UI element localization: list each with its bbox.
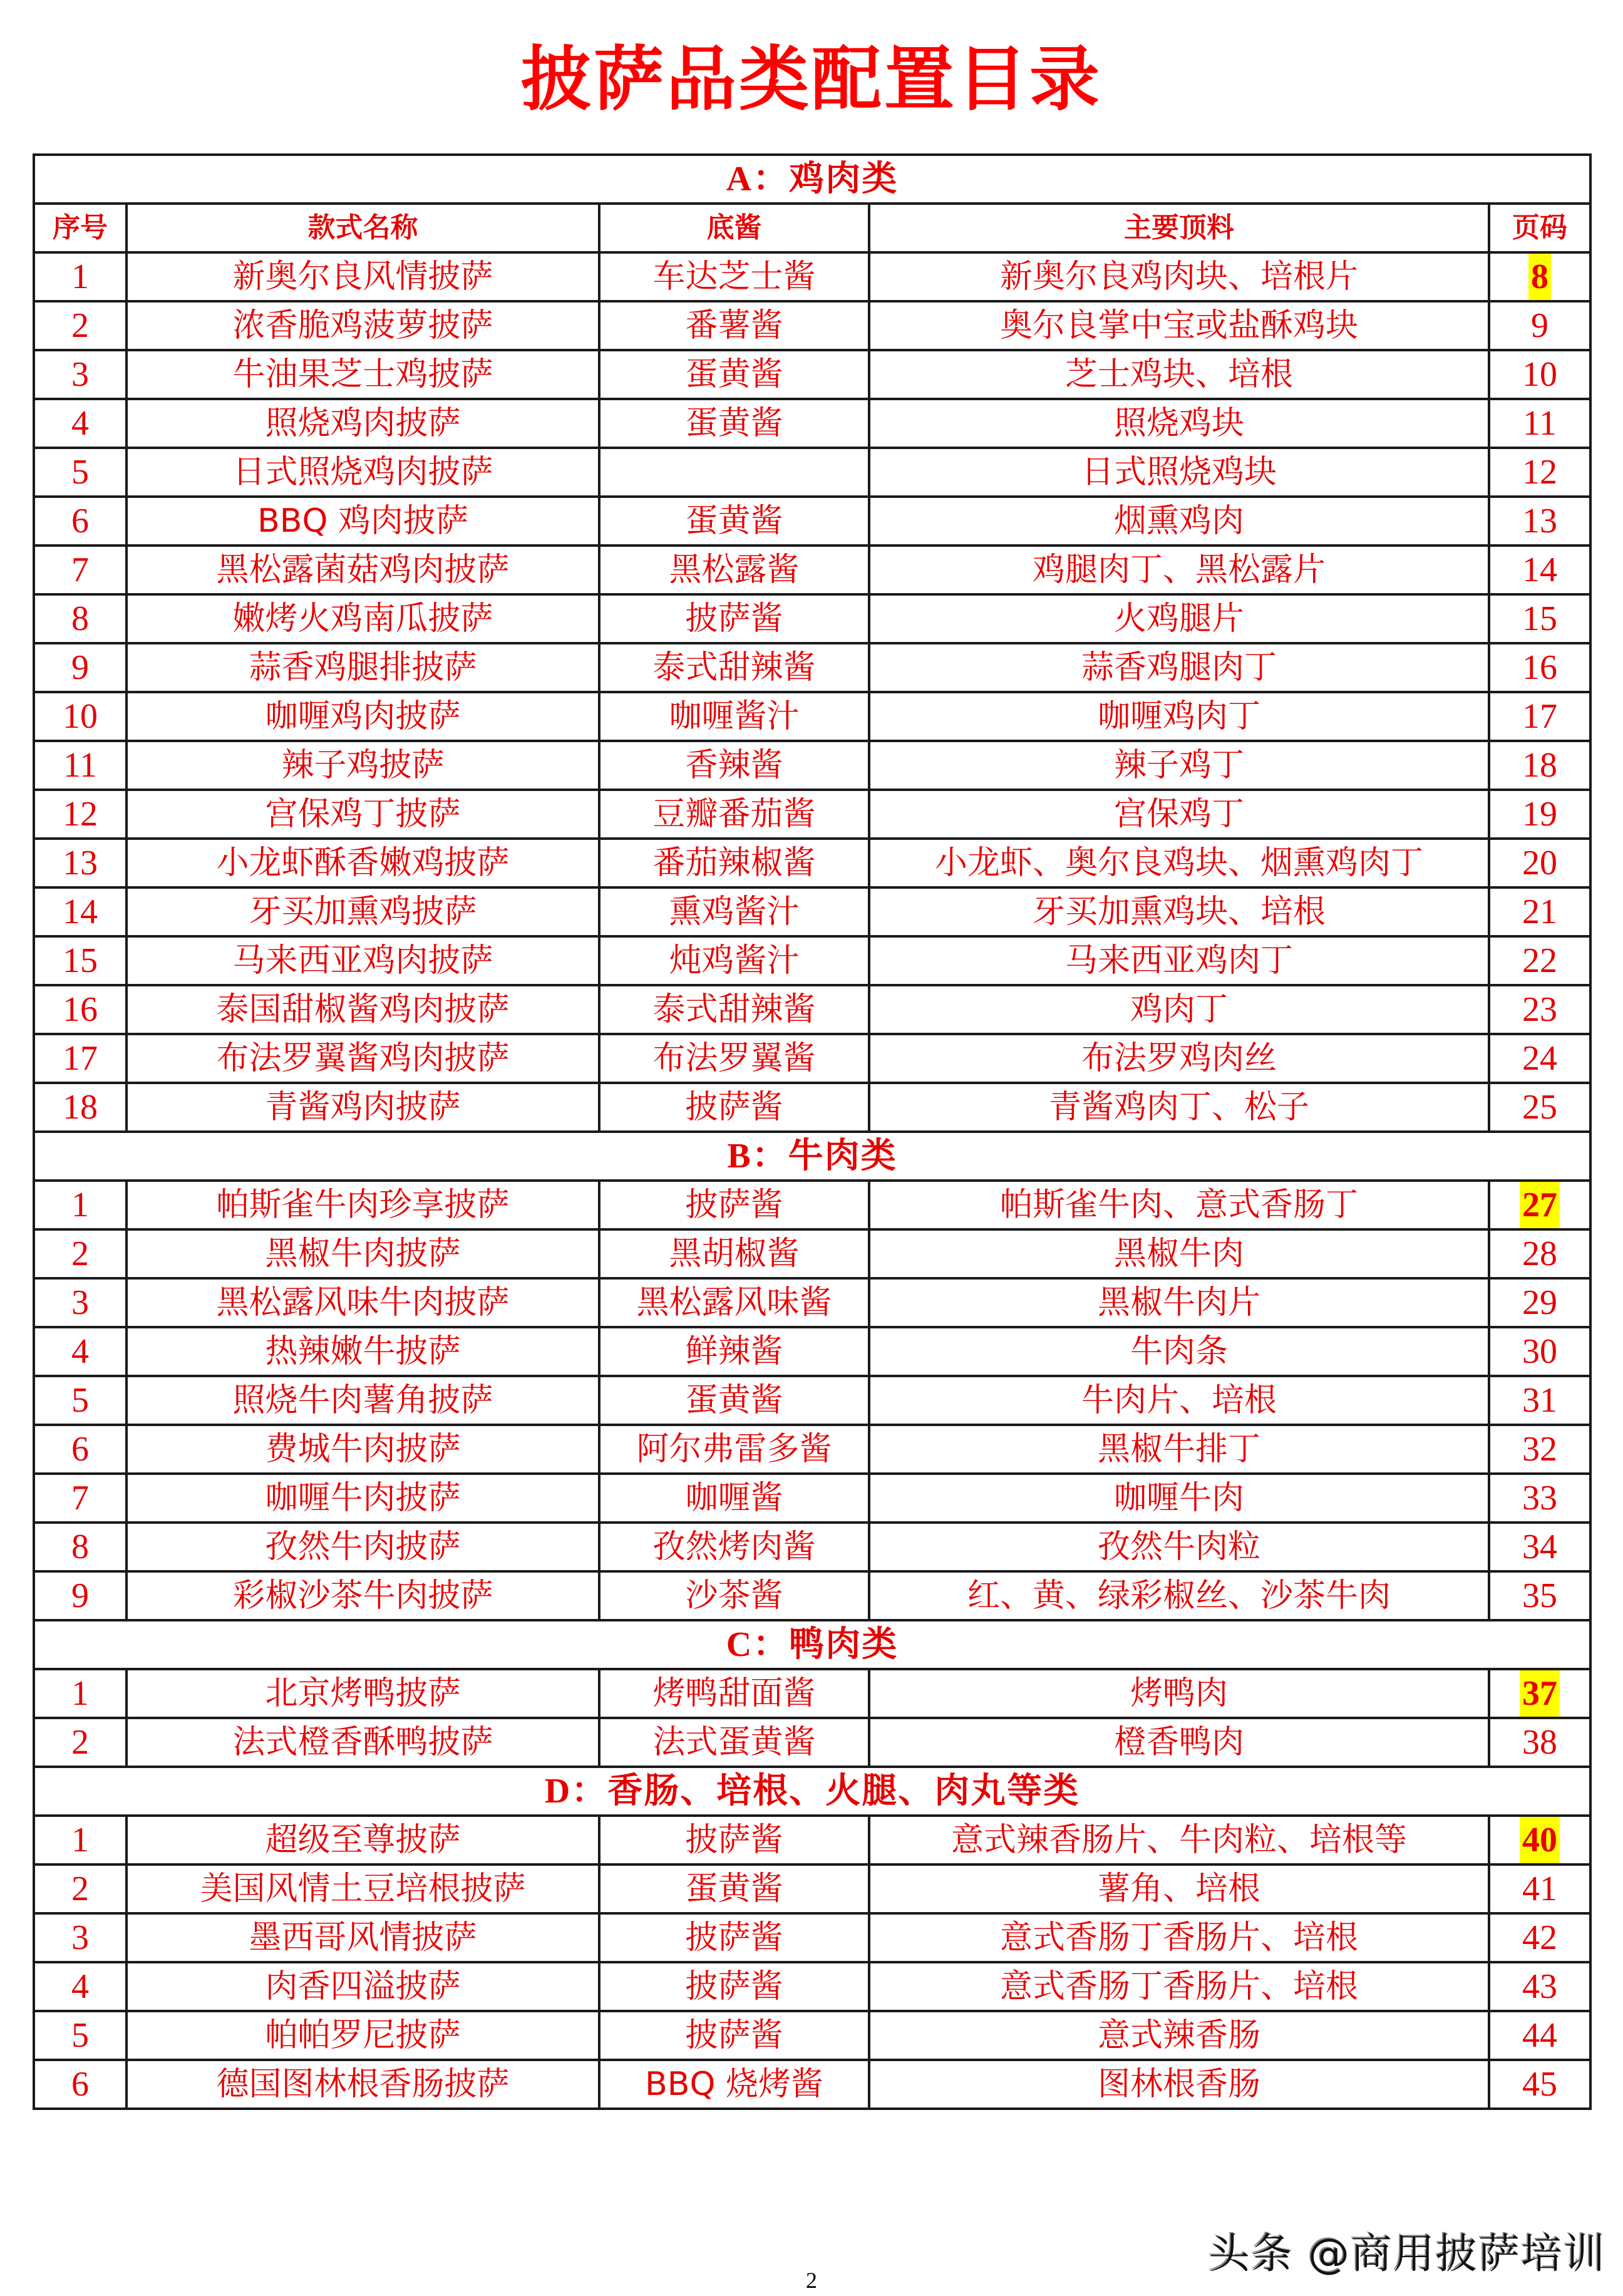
table-row <box>34 1816 1590 1864</box>
base-sauce: 烤鸭甜面酱 <box>599 1669 869 1718</box>
pizza-name: 新奥尔良风情披萨 <box>126 252 599 301</box>
pizza-name: BBQ 鸡肉披萨 <box>126 497 599 546</box>
page-number: 10 <box>1489 350 1590 399</box>
main-toppings: 烤鸭肉 <box>869 1669 1489 1718</box>
pizza-name: 咖喱牛肉披萨 <box>126 1474 599 1523</box>
table-row <box>34 1181 1590 1229</box>
section-heading: C：鸭肉类 <box>34 1620 1590 1669</box>
main-toppings: 咖喱牛肉 <box>869 1474 1489 1523</box>
page-number: 38 <box>1489 1718 1590 1767</box>
table-row <box>34 1327 1590 1376</box>
pizza-name: 费城牛肉披萨 <box>126 1425 599 1474</box>
row-number: 6 <box>34 2060 126 2109</box>
table-row <box>34 1034 1590 1083</box>
page-number <box>1489 252 1590 301</box>
main-toppings: 宫保鸡丁 <box>869 790 1489 839</box>
table-row <box>34 497 1590 546</box>
row-number: 15 <box>34 936 126 985</box>
main-toppings: 照烧鸡块 <box>869 399 1489 448</box>
main-toppings: 鸡肉丁 <box>869 985 1489 1034</box>
base-sauce: 披萨酱 <box>599 1816 869 1864</box>
row-number: 4 <box>34 399 126 448</box>
base-sauce: 番薯酱 <box>599 301 869 350</box>
base-sauce: 披萨酱 <box>599 1181 869 1229</box>
base-sauce: 泰式甜辣酱 <box>599 643 869 692</box>
pizza-name: 彩椒沙茶牛肉披萨 <box>126 1571 599 1620</box>
main-toppings: 黑椒牛排丁 <box>869 1425 1489 1474</box>
base-sauce: 咖喱酱汁 <box>599 692 869 741</box>
row-number: 9 <box>34 1571 126 1620</box>
row-number: 11 <box>34 741 126 790</box>
row-number: 12 <box>34 790 126 839</box>
page-number: 41 <box>1489 1864 1590 1913</box>
pizza-name: 宫保鸡丁披萨 <box>126 790 599 839</box>
page-title: 披萨品类配置目录 <box>521 39 1102 120</box>
row-number: 8 <box>34 594 126 643</box>
base-sauce: 蛋黄酱 <box>599 1376 869 1425</box>
table-row <box>34 1425 1590 1474</box>
row-number: 3 <box>34 1278 126 1327</box>
pizza-name: 黑松露风味牛肉披萨 <box>126 1278 599 1327</box>
table-row <box>34 1229 1590 1278</box>
table-row <box>34 1376 1590 1425</box>
pizza-name: 德国图林根香肠披萨 <box>126 2060 599 2109</box>
table-row <box>34 2060 1590 2109</box>
pizza-name: 美国风情土豆培根披萨 <box>126 1864 599 1913</box>
base-sauce: 孜然烤肉酱 <box>599 1523 869 1571</box>
table-row <box>34 1669 1590 1718</box>
base-sauce <box>599 448 869 497</box>
pizza-name: 泰国甜椒酱鸡肉披萨 <box>126 985 599 1034</box>
main-toppings: 橙香鸭肉 <box>869 1718 1489 1767</box>
pizza-name: 照烧牛肉薯角披萨 <box>126 1376 599 1425</box>
page-number: 25 <box>1489 1083 1590 1132</box>
base-sauce: 蛋黄酱 <box>599 399 869 448</box>
main-toppings: 青酱鸡肉丁、松子 <box>869 1083 1489 1132</box>
pizza-name: 法式橙香酥鸭披萨 <box>126 1718 599 1767</box>
column-header: 款式名称 <box>126 204 599 252</box>
base-sauce: 布法罗翼酱 <box>599 1034 869 1083</box>
table-row <box>34 350 1590 399</box>
highlighted-page-number: 8 <box>1528 254 1551 300</box>
table-row <box>34 1864 1590 1913</box>
section-heading: D：香肠、培根、火腿、肉丸等类 <box>34 1767 1590 1816</box>
main-toppings: 布法罗鸡肉丝 <box>869 1034 1489 1083</box>
pizza-name: 照烧鸡肉披萨 <box>126 399 599 448</box>
pizza-name: 布法罗翼酱鸡肉披萨 <box>126 1034 599 1083</box>
base-sauce: BBQ 烧烤酱 <box>599 2060 869 2109</box>
pizza-name: 牙买加熏鸡披萨 <box>126 887 599 936</box>
main-toppings: 黑椒牛肉 <box>869 1229 1489 1278</box>
table-row <box>34 839 1590 887</box>
row-number: 1 <box>34 1816 126 1864</box>
column-header: 主要顶料 <box>869 204 1489 252</box>
table-row <box>34 1962 1590 2011</box>
row-number: 17 <box>34 1034 126 1083</box>
page-number: 44 <box>1489 2011 1590 2060</box>
row-number: 7 <box>34 1474 126 1523</box>
page-number: 34 <box>1489 1523 1590 1571</box>
highlighted-page-number: 40 <box>1520 1817 1560 1863</box>
table-row <box>34 546 1590 594</box>
page-number: 43 <box>1489 1962 1590 2011</box>
row-number: 6 <box>34 1425 126 1474</box>
pizza-name: 热辣嫩牛披萨 <box>126 1327 599 1376</box>
row-number: 10 <box>34 692 126 741</box>
page-number: 29 <box>1489 1278 1590 1327</box>
main-toppings: 马来西亚鸡肉丁 <box>869 936 1489 985</box>
main-toppings: 红、黄、绿彩椒丝、沙茶牛肉 <box>869 1571 1489 1620</box>
row-number: 2 <box>34 1229 126 1278</box>
pizza-name: 小龙虾酥香嫩鸡披萨 <box>126 839 599 887</box>
table-row <box>34 741 1590 790</box>
main-toppings: 蒜香鸡腿肉丁 <box>869 643 1489 692</box>
row-number: 5 <box>34 2011 126 2060</box>
table-row <box>34 1474 1590 1523</box>
base-sauce: 黑松露酱 <box>599 546 869 594</box>
main-toppings: 意式香肠丁香肠片、培根 <box>869 1962 1489 2011</box>
base-sauce: 披萨酱 <box>599 1962 869 2011</box>
table-row <box>34 985 1590 1034</box>
main-toppings: 意式辣香肠片、牛肉粒、培根等 <box>869 1816 1489 1864</box>
pizza-name: 嫩烤火鸡南瓜披萨 <box>126 594 599 643</box>
page-number: 2 <box>806 2268 817 2293</box>
watermark: 头条 @商用披萨培训 <box>1208 2230 1606 2278</box>
base-sauce: 披萨酱 <box>599 2011 869 2060</box>
main-toppings: 帕斯雀牛肉、意式香肠丁 <box>869 1181 1489 1229</box>
pizza-name: 黑椒牛肉披萨 <box>126 1229 599 1278</box>
column-header: 底酱 <box>599 204 869 252</box>
table-row <box>34 692 1590 741</box>
row-number: 1 <box>34 252 126 301</box>
column-header: 页码 <box>1489 204 1590 252</box>
page-number: 28 <box>1489 1229 1590 1278</box>
table-row <box>34 936 1590 985</box>
page-number: 22 <box>1489 936 1590 985</box>
table-row <box>34 1083 1590 1132</box>
row-number: 1 <box>34 1181 126 1229</box>
main-toppings: 辣子鸡丁 <box>869 741 1489 790</box>
section-heading: B：牛肉类 <box>34 1132 1590 1181</box>
main-toppings: 牛肉片、培根 <box>869 1376 1489 1425</box>
table-row <box>34 399 1590 448</box>
page-number: 17 <box>1489 692 1590 741</box>
main-toppings: 火鸡腿片 <box>869 594 1489 643</box>
page-number: 19 <box>1489 790 1590 839</box>
row-number: 3 <box>34 350 126 399</box>
row-number: 8 <box>34 1523 126 1571</box>
pizza-name: 孜然牛肉披萨 <box>126 1523 599 1571</box>
base-sauce: 泰式甜辣酱 <box>599 985 869 1034</box>
section-heading-row <box>34 1132 1590 1181</box>
row-number: 2 <box>34 1864 126 1913</box>
page-number <box>1489 1816 1590 1864</box>
row-number: 4 <box>34 1962 126 2011</box>
section-heading: A：鸡肉类 <box>34 155 1590 204</box>
pizza-name: 浓香脆鸡菠萝披萨 <box>126 301 599 350</box>
pizza-name: 马来西亚鸡肉披萨 <box>126 936 599 985</box>
pizza-name: 墨西哥风情披萨 <box>126 1913 599 1962</box>
main-toppings: 日式照烧鸡块 <box>869 448 1489 497</box>
main-toppings: 意式香肠丁香肠片、培根 <box>869 1913 1489 1962</box>
base-sauce: 豆瓣番茄酱 <box>599 790 869 839</box>
main-toppings: 意式辣香肠 <box>869 2011 1489 2060</box>
main-toppings: 黑椒牛肉片 <box>869 1278 1489 1327</box>
table-row <box>34 1913 1590 1962</box>
row-number: 7 <box>34 546 126 594</box>
row-number: 4 <box>34 1327 126 1376</box>
main-toppings: 芝士鸡块、培根 <box>869 350 1489 399</box>
page-number: 11 <box>1489 399 1590 448</box>
row-number: 2 <box>34 1718 126 1767</box>
page-number: 24 <box>1489 1034 1590 1083</box>
pizza-name: 黑松露菌菇鸡肉披萨 <box>126 546 599 594</box>
main-toppings: 烟熏鸡肉 <box>869 497 1489 546</box>
table-row <box>34 448 1590 497</box>
base-sauce: 车达芝士酱 <box>599 252 869 301</box>
pizza-name: 超级至尊披萨 <box>126 1816 599 1864</box>
page-number: 13 <box>1489 497 1590 546</box>
row-number: 1 <box>34 1669 126 1718</box>
main-toppings: 新奥尔良鸡肉块、培根片 <box>869 252 1489 301</box>
main-toppings: 图林根香肠 <box>869 2060 1489 2109</box>
base-sauce: 披萨酱 <box>599 1913 869 1962</box>
base-sauce: 鲜辣酱 <box>599 1327 869 1376</box>
row-number: 5 <box>34 448 126 497</box>
page-number: 31 <box>1489 1376 1590 1425</box>
table-row <box>34 887 1590 936</box>
main-toppings: 鸡腿肉丁、黑松露片 <box>869 546 1489 594</box>
section-heading-row <box>34 1767 1590 1816</box>
page-number: 30 <box>1489 1327 1590 1376</box>
table-row <box>34 1523 1590 1571</box>
main-toppings: 奥尔良掌中宝或盐酥鸡块 <box>869 301 1489 350</box>
page-number: 15 <box>1489 594 1590 643</box>
base-sauce: 熏鸡酱汁 <box>599 887 869 936</box>
column-header: 序号 <box>34 204 126 252</box>
pizza-name: 青酱鸡肉披萨 <box>126 1083 599 1132</box>
table-row <box>34 2011 1590 2060</box>
row-number: 5 <box>34 1376 126 1425</box>
base-sauce: 番茄辣椒酱 <box>599 839 869 887</box>
table-row <box>34 790 1590 839</box>
base-sauce: 沙茶酱 <box>599 1571 869 1620</box>
row-number: 16 <box>34 985 126 1034</box>
base-sauce: 披萨酱 <box>599 1083 869 1132</box>
base-sauce: 阿尔弗雷多酱 <box>599 1425 869 1474</box>
row-number: 2 <box>34 301 126 350</box>
page-number: 32 <box>1489 1425 1590 1474</box>
pizza-name: 辣子鸡披萨 <box>126 741 599 790</box>
page-number: 23 <box>1489 985 1590 1034</box>
page-number: 12 <box>1489 448 1590 497</box>
base-sauce: 法式蛋黄酱 <box>599 1718 869 1767</box>
page-number: 21 <box>1489 887 1590 936</box>
base-sauce: 黑松露风味酱 <box>599 1278 869 1327</box>
page-number: 33 <box>1489 1474 1590 1523</box>
pizza-name: 北京烤鸭披萨 <box>126 1669 599 1718</box>
base-sauce: 香辣酱 <box>599 741 869 790</box>
pizza-name: 咖喱鸡肉披萨 <box>126 692 599 741</box>
table-row <box>34 1571 1590 1620</box>
pizza-name: 帕帕罗尼披萨 <box>126 2011 599 2060</box>
page-number: 45 <box>1489 2060 1590 2109</box>
main-toppings: 牛肉条 <box>869 1327 1489 1376</box>
column-header-row <box>34 204 1590 252</box>
page-number: 18 <box>1489 741 1590 790</box>
page-number: 20 <box>1489 839 1590 887</box>
highlighted-page-number: 37 <box>1520 1670 1560 1717</box>
table-row <box>34 1718 1590 1767</box>
row-number: 3 <box>34 1913 126 1962</box>
table-row <box>34 594 1590 643</box>
row-number: 18 <box>34 1083 126 1132</box>
highlighted-page-number: 27 <box>1520 1182 1560 1228</box>
table-row <box>34 252 1590 301</box>
table-row <box>34 1278 1590 1327</box>
base-sauce: 蛋黄酱 <box>599 497 869 546</box>
section-heading-row <box>34 155 1590 204</box>
pizza-name: 帕斯雀牛肉珍享披萨 <box>126 1181 599 1229</box>
main-toppings: 咖喱鸡肉丁 <box>869 692 1489 741</box>
base-sauce: 蛋黄酱 <box>599 350 869 399</box>
row-number: 6 <box>34 497 126 546</box>
main-toppings: 孜然牛肉粒 <box>869 1523 1489 1571</box>
pizza-catalog-table <box>33 153 1592 2110</box>
pizza-name: 牛油果芝士鸡披萨 <box>126 350 599 399</box>
row-number: 9 <box>34 643 126 692</box>
base-sauce: 蛋黄酱 <box>599 1864 869 1913</box>
page-number: 9 <box>1489 301 1590 350</box>
main-toppings: 小龙虾、奥尔良鸡块、烟熏鸡肉丁 <box>869 839 1489 887</box>
page-number: 16 <box>1489 643 1590 692</box>
main-toppings: 薯角、培根 <box>869 1864 1489 1913</box>
base-sauce: 黑胡椒酱 <box>599 1229 869 1278</box>
table-row <box>34 643 1590 692</box>
base-sauce: 炖鸡酱汁 <box>599 936 869 985</box>
page-number: 35 <box>1489 1571 1590 1620</box>
pizza-name: 蒜香鸡腿排披萨 <box>126 643 599 692</box>
base-sauce: 咖喱酱 <box>599 1474 869 1523</box>
page-number <box>1489 1669 1590 1718</box>
page-number: 14 <box>1489 546 1590 594</box>
row-number: 13 <box>34 839 126 887</box>
main-toppings: 牙买加熏鸡块、培根 <box>869 887 1489 936</box>
pizza-name: 日式照烧鸡肉披萨 <box>126 448 599 497</box>
section-heading-row <box>34 1620 1590 1669</box>
row-number: 14 <box>34 887 126 936</box>
pizza-name: 肉香四溢披萨 <box>126 1962 599 2011</box>
page-number: 42 <box>1489 1913 1590 1962</box>
page-number <box>1489 1181 1590 1229</box>
table-row <box>34 301 1590 350</box>
base-sauce: 披萨酱 <box>599 594 869 643</box>
